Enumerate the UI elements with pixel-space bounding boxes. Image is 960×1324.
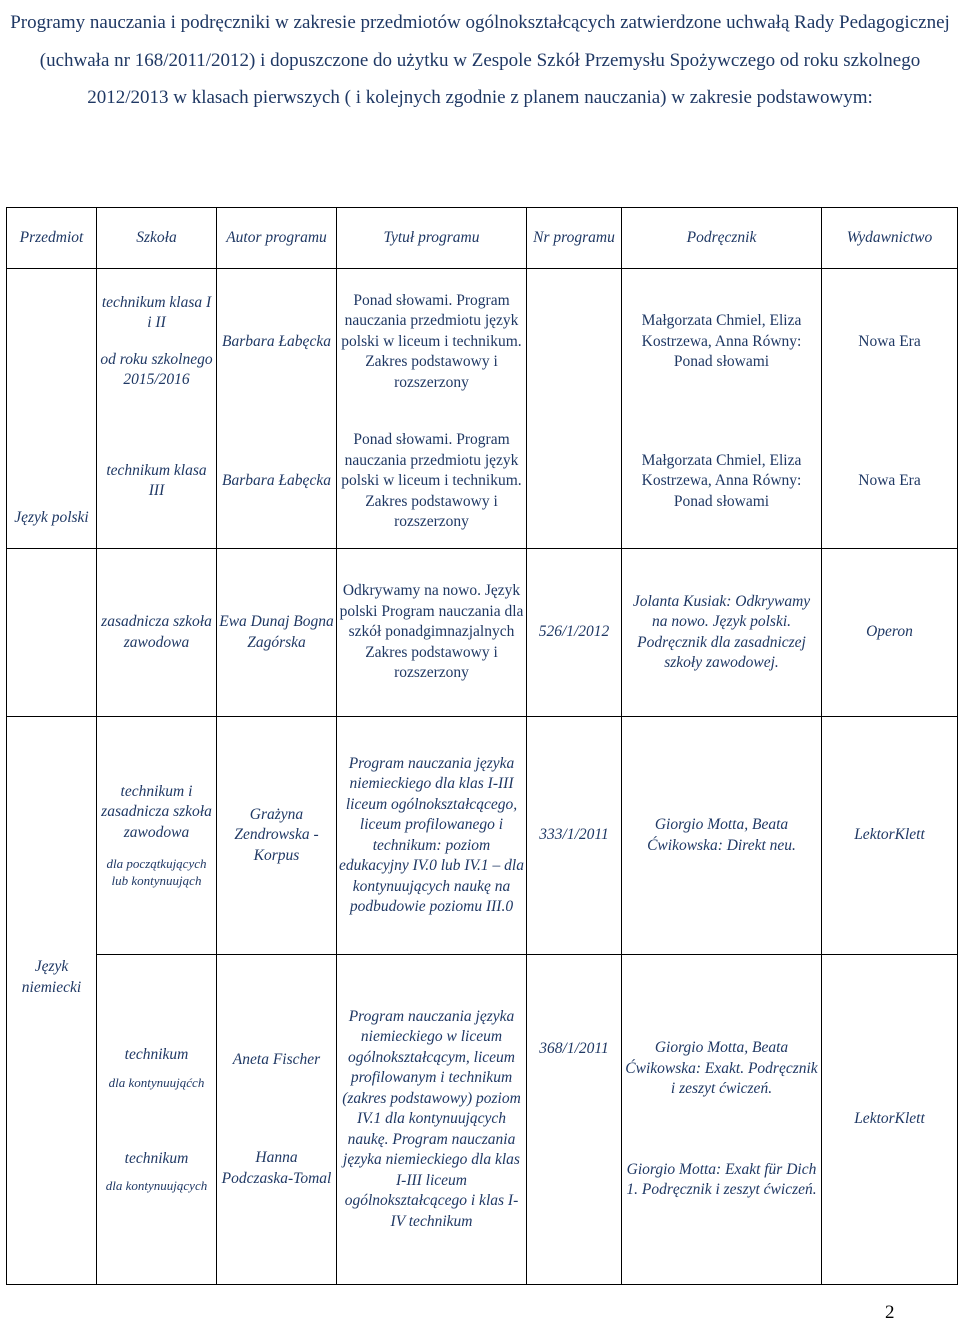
textbook-cell: Giorgio Motta, Beata Ćwikowska: Direkt neu. bbox=[622, 717, 822, 955]
author-text: Hanna Podczaska-Tomal bbox=[221, 1149, 332, 1187]
school-note: dla kontynuujących bbox=[105, 1178, 208, 1193]
curriculum-table bbox=[6, 207, 958, 1285]
school-cell bbox=[97, 955, 217, 1285]
header-school: Szkoła bbox=[97, 208, 217, 269]
number-cell: 368/1/2011 bbox=[527, 955, 622, 1285]
publisher-cell: Nowa Era bbox=[822, 269, 958, 415]
school-text: technikum klasa I i II bbox=[101, 293, 212, 332]
author-cell bbox=[217, 955, 337, 1285]
school-cell: technikum klasa III bbox=[97, 415, 217, 549]
number-cell bbox=[527, 415, 622, 549]
school-text: technikum i zasadnicza szkoła zawodowa bbox=[101, 782, 212, 841]
author-cell: Barbara Łabęcka bbox=[217, 415, 337, 549]
header-publisher: Wydawnictwo bbox=[822, 208, 958, 269]
title-cell: Ponad słowami. Program nauczania przedmiotu język polski w liceum i technikum. Zakres podstawowy i rozszerzony bbox=[337, 415, 527, 549]
textbook-cell: Małgorzata Chmiel, Eliza Kostrzewa, Anna Równy: Ponad słowami bbox=[622, 415, 822, 549]
number-cell: 526/1/2012 bbox=[527, 549, 622, 717]
table-row bbox=[7, 717, 958, 955]
textbook-cell: Małgorzata Chmiel, Eliza Kostrzewa, Anna Równy: Ponad słowami bbox=[622, 269, 822, 415]
document-title: Programy nauczania i podręczniki w zakresie przedmiotów ogólnokształcących zatwierdzone uchwałą Rady Pedagogicznej (uchwała nr 168/2011/2012) i dopuszczone do użytku w Zespole Szkół Przemysłu Spożywczego od roku szkolnego 2012/2013 w klasach pierwszych ( i kolejnych zgodnie z planem nauczania) w zakresie podstawowym: bbox=[10, 12, 950, 108]
number-cell bbox=[527, 269, 622, 415]
table-row bbox=[7, 415, 958, 549]
author-cell: Barbara Łabęcka bbox=[217, 269, 337, 415]
textbook-text: Giorgio Motta, Beata Ćwikowska: Exakt. Podręcznik i zeszyt ćwiczeń. bbox=[625, 1039, 818, 1098]
textbook-cell bbox=[622, 955, 822, 1285]
table-row bbox=[7, 269, 958, 415]
table-row bbox=[7, 549, 958, 717]
page-number: 2 bbox=[885, 1302, 895, 1323]
title-cell: Program nauczania języka niemieckiego w liceum ogólnokształcącym, liceum profilowanym i technikum (zakres podstawowy) poziom IV.1 dla kontynuujących naukę. Program nauczania języka niemieckiego dla klas I-III liceum ogólnokształcącego i klas I-IV technikum bbox=[337, 955, 527, 1285]
school-cell bbox=[97, 269, 217, 415]
publisher-cell: LektorKlett bbox=[822, 717, 958, 955]
subject-cell-empty bbox=[7, 549, 97, 717]
publisher-cell: LektorKlett bbox=[822, 955, 958, 1285]
author-cell: Ewa Dunaj Bogna Zagórska bbox=[217, 549, 337, 717]
author-cell: Grażyna Zendrowska -Korpus bbox=[217, 717, 337, 955]
school-note: dla początkujących lub kontynuująch bbox=[106, 856, 207, 889]
publisher-cell: Operon bbox=[822, 549, 958, 717]
textbook-cell: Jolanta Kusiak: Odkrywamy na nowo. Język polski. Podręcznik dla zasadniczej szkoły zawodowej. bbox=[622, 549, 822, 717]
school-cell: zasadnicza szkoła zawodowa bbox=[97, 549, 217, 717]
title-cell: Ponad słowami. Program nauczania przedmiotu język polski w liceum i technikum. Zakres podstawowy i rozszerzony bbox=[337, 269, 527, 415]
textbook-text: Giorgio Motta: Exakt für Dich 1. Podręcznik i zeszyt ćwiczeń. bbox=[626, 1160, 817, 1199]
header-number: Nr programu bbox=[527, 208, 622, 269]
author-text: Aneta Fischer bbox=[232, 1050, 321, 1068]
publisher-cell: Nowa Era bbox=[822, 415, 958, 549]
header-author: Autor programu bbox=[217, 208, 337, 269]
table-row bbox=[7, 955, 958, 1285]
number-cell: 333/1/2011 bbox=[527, 717, 622, 955]
header-subject: Przedmiot bbox=[7, 208, 97, 269]
school-note: dla kontynuująćch bbox=[108, 1074, 205, 1090]
school-note: od roku szkolnego 2015/2016 bbox=[100, 350, 213, 389]
school-text: technikum bbox=[124, 1149, 189, 1167]
subject-cell: Język niemiecki bbox=[7, 717, 97, 1285]
header-title: Tytuł programu bbox=[337, 208, 527, 269]
header-row bbox=[7, 208, 958, 269]
subject-cell: Język polski bbox=[7, 269, 97, 549]
school-cell bbox=[97, 717, 217, 955]
title-cell: Program nauczania języka niemieckiego dla klas I-III liceum ogólnokształcącego, liceum profilowanego i technikum: poziom edukacyjny IV.0 lub IV.1 – dla kontynuujących naukę na podbudowie poziomu III.0 bbox=[337, 717, 527, 955]
school-text: technikum bbox=[124, 1046, 189, 1063]
header-textbook: Podręcznik bbox=[622, 208, 822, 269]
title-cell: Odkrywamy na nowo. Język polski Program nauczania dla szkół ponadgimnazjalnych Zakres podstawowy i rozszerzony bbox=[337, 549, 527, 717]
